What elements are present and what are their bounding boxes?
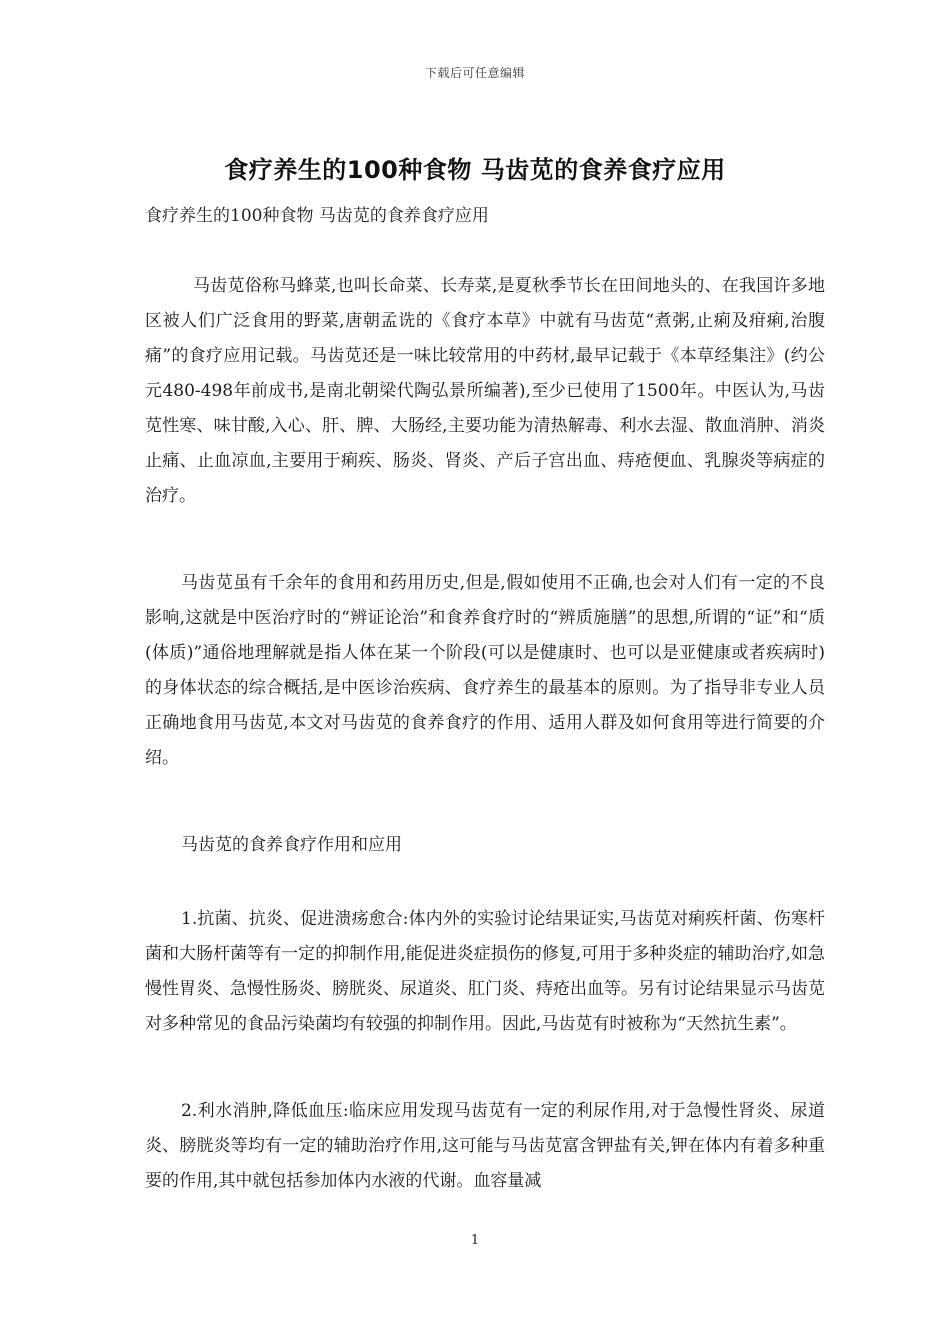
header-note: 下载后可任意编辑 — [424, 66, 525, 80]
page-number: 1 — [470, 1233, 480, 1248]
section-heading: 马齿苋的食养食疗作用和应用 — [181, 835, 402, 855]
paragraph-item-2: 2.利水消肿,降低血压:临床应用发现马齿苋有一定的利尿作用,对于急慢性肾炎、尿道炎、膀胱炎等均有一定的辅助治疗作用,这可能与马齿苋富含钾盐有关,钾在体内有着多种重要的作用,其中就包括参加体内水液的代谢。血容量减 — [145, 1101, 825, 1191]
paragraph-item-1: 1.抗菌、抗炎、促进溃疡愈合:体内外的实验讨论结果证实,马齿苋对痢疾杆菌、伤寒杆菌和大肠杆菌等有一定的抑制作用,能促进炎症损伤的修复,可用于多种炎症的辅助治疗,如急慢性胃炎、急慢性肠炎、膀胱炎、尿道炎、肛门炎、痔疮出血等。另有讨论结果显示马齿苋对多种常见的食品污染菌均有较强的抑制作用。因此,马齿苋有时被称为“天然抗生素”。 — [145, 909, 825, 1034]
document-title: 食疗养生的100种食物 马齿苋的食养食疗应用 — [224, 156, 726, 184]
document-subtitle: 食疗养生的100种食物 马齿苋的食养食疗应用 — [145, 206, 489, 226]
paragraph-intro: 马齿苋俗称马蜂菜,也叫长命菜、长寿菜,是夏秋季节长在田间地头的、在我国许多地区被人们广泛食用的野菜,唐朝孟诜的《食疗本草》中就有马齿苋“煮粥,止痢及疳痢,治腹痛”的食疗应用记载。马齿苋还是一味比较常用的中药材,最早记载于《本草经集注》(约公元480-498年前成书,是南北朝梁代陶弘景所编著),至少已使用了1500年。中医认为,马齿苋性寒、味甘酸,入心、肝、脾、大肠经,主要功能为清热解毒、利水去湿、散血消肿、消炎止痛、止血凉血,主要用于痢疾、肠炎、肾炎、产后子宫出血、痔疮便血、乳腺炎等病症的治疗。 — [145, 276, 825, 506]
paragraph-caution: 马齿苋虽有千余年的食用和药用历史,但是,假如使用不正确,也会对人们有一定的不良影响,这就是中医治疗时的“辨证论治”和食养食疗时的“辨质施膳”的思想,所谓的“证”和“质(体质)”通俗地理解就是指人体在某一个阶段(可以是健康时、也可以是亚健康或者疾病时)的身体状态的综合概括,是中医诊治疾病、食疗养生的最基本的原则。为了指导非专业人员正确地食用马齿苋,本文对马齿苋的食养食疗的作用、适用人群及如何食用等进行简要的介绍。 — [145, 573, 825, 768]
